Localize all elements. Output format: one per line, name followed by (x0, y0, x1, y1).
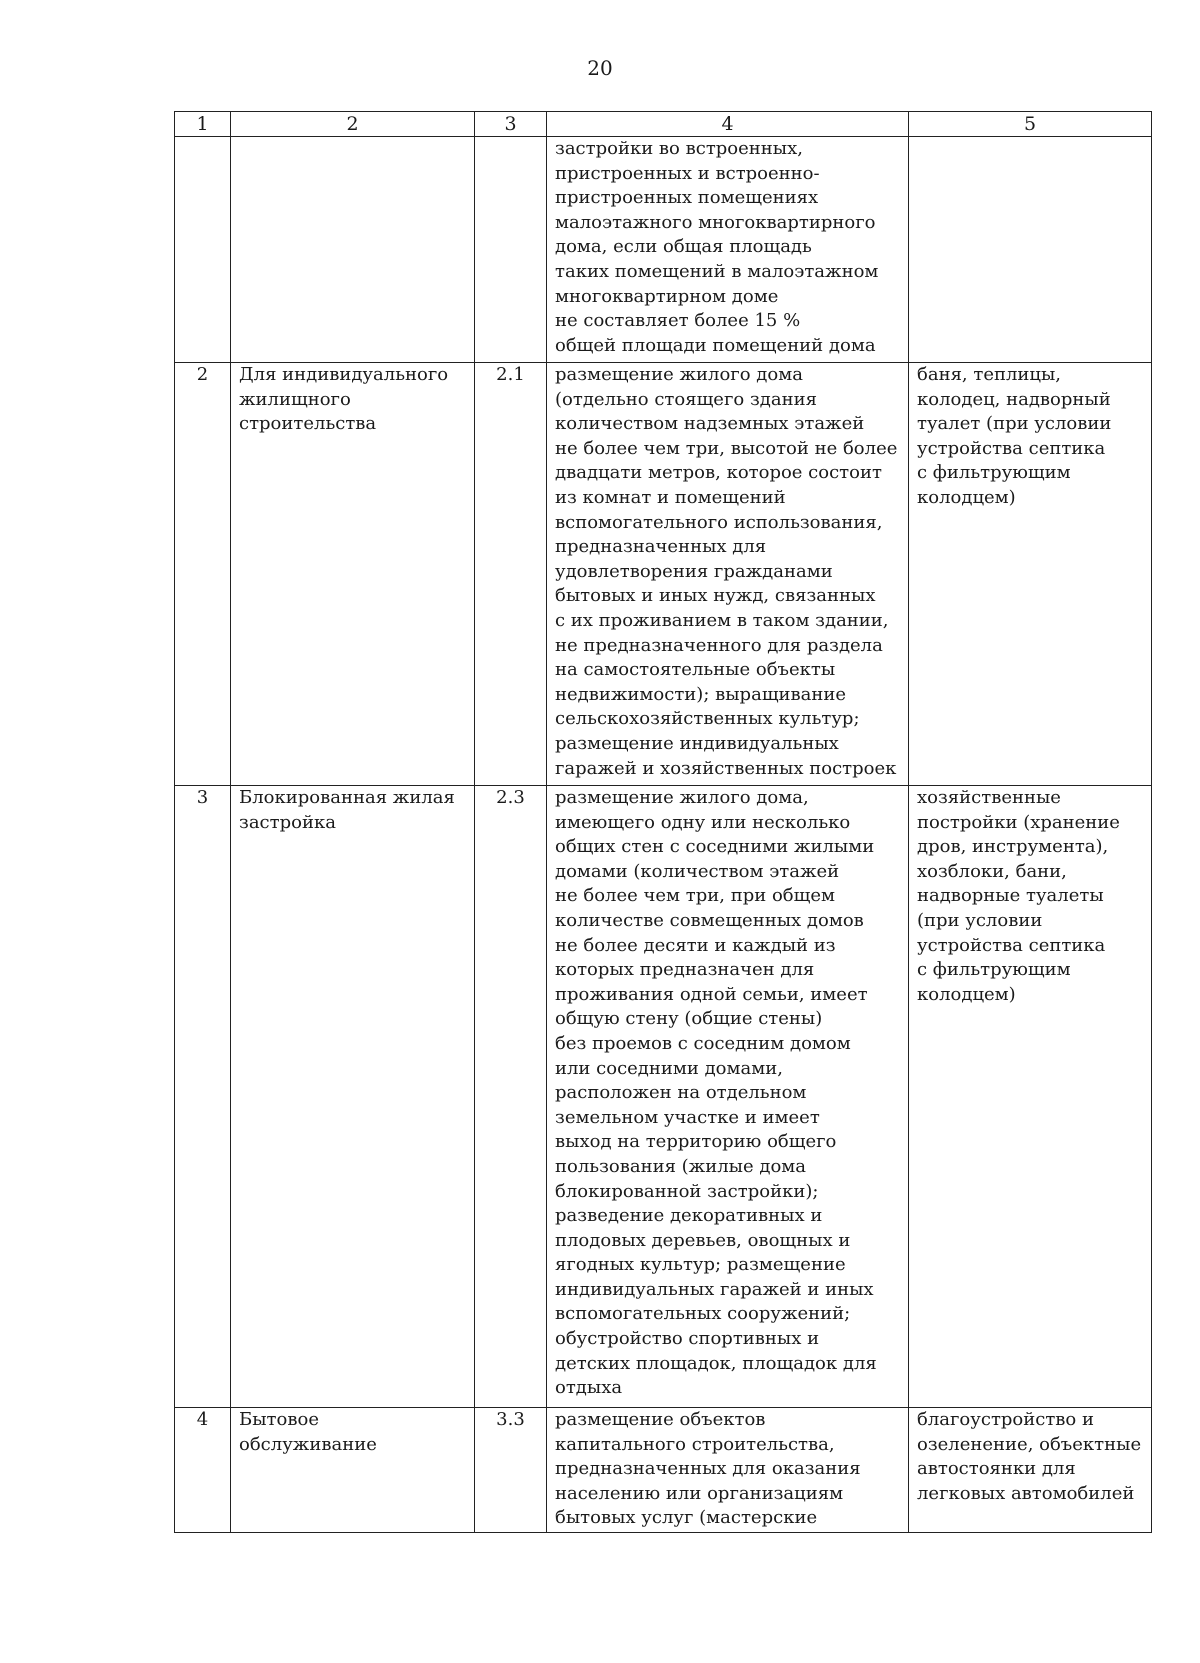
table-row (175, 1408, 1152, 1533)
column-header: 5 (909, 112, 1152, 137)
use-description-cell: размещение объектов капитального строительства, предназначенных для оказания населению или организациям бытовых услуг (мастерские (547, 1408, 909, 1533)
page-number: 20 (587, 56, 613, 80)
column-number-row (175, 112, 1152, 137)
use-description-cell: застройки во встроенных, пристроенных и встроенно- пристроенных помещениях малоэтажного многоквартирного дома, если общая площадь таких помещений в малоэтажном многоквартирном доме не составляет более 15 % общей площади помещений дома (547, 137, 909, 363)
row-number-cell: 2 (175, 363, 231, 786)
auxiliary-use-cell: хозяйственные постройки (хранение дров, инструмента), хозблоки, бани, надворные туалеты (при условии устройства септика с фильтрующим колодцем) (909, 786, 1152, 1408)
use-name-cell: Бытовое обслуживание (231, 1408, 475, 1533)
row-number-cell: 4 (175, 1408, 231, 1533)
row-number-cell (175, 137, 231, 363)
table-row (175, 363, 1152, 786)
land-use-table (174, 111, 1152, 1533)
use-name-cell: Для индивидуального жилищного строительства (231, 363, 475, 786)
use-description-cell: размещение жилого дома (отдельно стоящего здания количеством надземных этажей не более чем три, высотой не более двадцати метров, которое состоит из комнат и помещений вспомогательного использования, предназначенных для удовлетворения гражданами бытовых и иных нужд, связанных с их проживанием в таком здании, не предназначенного для раздела на самостоятельные объекты недвижимости); выращивание сельскохозяйственных культур; размещение индивидуальных гаражей и хозяйственных построек (547, 363, 909, 786)
row-number-cell: 3 (175, 786, 231, 1408)
auxiliary-use-cell (909, 137, 1152, 363)
column-header: 4 (547, 112, 909, 137)
use-name-cell: Блокированная жилая застройка (231, 786, 475, 1408)
use-code-cell: 2.3 (475, 786, 547, 1408)
use-code-cell: 3.3 (475, 1408, 547, 1533)
use-code-cell (475, 137, 547, 363)
table-row (175, 137, 1152, 363)
column-header: 2 (231, 112, 475, 137)
use-description-cell: размещение жилого дома, имеющего одну или несколько общих стен с соседними жилыми домами (количеством этажей не более чем три, при общем количестве совмещенных домов не более десяти и каждый из которых предназначен для проживания одной семьи, имеет общую стену (общие стены) без проемов с соседним домом или соседними домами, расположен на отдельном земельном участке и имеет выход на территорию общего пользования (жилые дома блокированной застройки); разведение декоративных и плодовых деревьев, овощных и ягодных культур; размещение индивидуальных гаражей и иных вспомогательных сооружений; обустройство спортивных и детских площадок, площадок для отдыха (547, 786, 909, 1408)
column-header: 3 (475, 112, 547, 137)
use-name-cell (231, 137, 475, 363)
use-code-cell: 2.1 (475, 363, 547, 786)
auxiliary-use-cell: баня, теплицы, колодец, надворный туалет (при условии устройства септика с фильтрующим колодцем) (909, 363, 1152, 786)
auxiliary-use-cell: благоустройство и озеленение, объектные автостоянки для легковых автомобилей (909, 1408, 1152, 1533)
column-header: 1 (175, 112, 231, 137)
table-row (175, 786, 1152, 1408)
